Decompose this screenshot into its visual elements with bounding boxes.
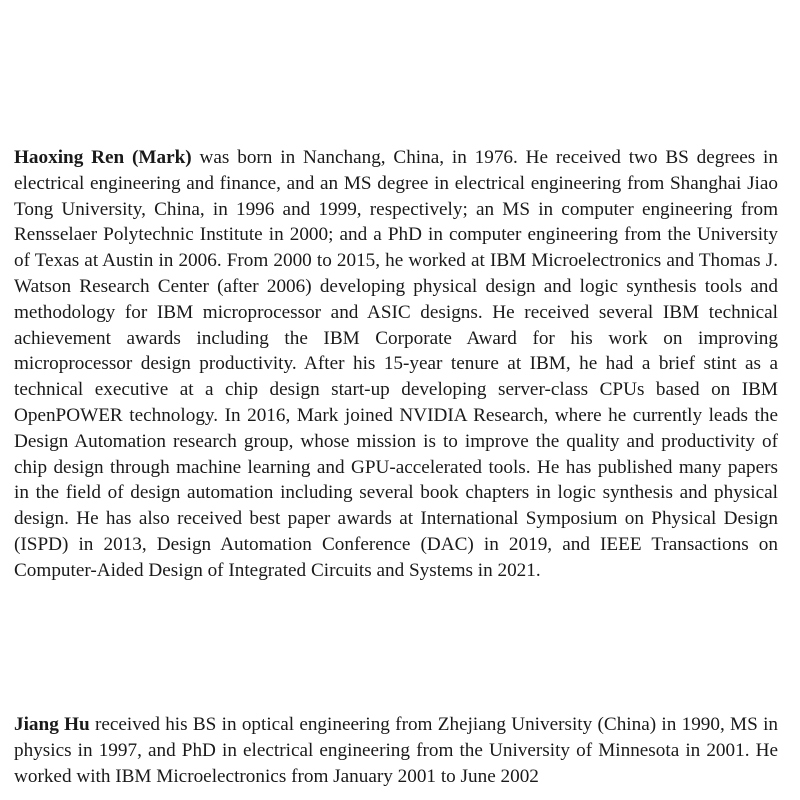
author-bio-text: received his BS in optical engineering from Zhejiang University (China) in 1990, MS in physics in 1997, and PhD in electrical engineering from the University of Minnesota in 2001. He worked with IBM Microelectronics from January 2001 to June 2002 xyxy=(14,714,778,787)
author-bio-jiang-hu xyxy=(14,712,778,789)
author-bio-text: was born in Nanchang, China, in 1976. He received two BS degrees in electrical engineering and finance, and an MS degree in electrical engineering from Shanghai Jiao Tong University, China, in 1996 and 1999, respectively; an MS in computer engineering from Rensselaer Polytechnic Institute in 2000; and a PhD in computer engineering from the University of Texas at Austin in 2006. From 2000 to 2015, he worked at IBM Microelectronics and Thomas J. Watson Research Center (after 2006) developing physical design and logic synthesis tools and methodology for IBM microprocessor and ASIC designs. He received several IBM technical achievement awards including the IBM Corporate Award for his work on improving microprocessor design productivity. After his 15-year tenure at IBM, he had a brief stint as a technical executive at a chip design start-up developing server-class CPUs based on IBM OpenPOWER technology. In 2016, Mark joined NVIDIA Research, where he currently leads the Design Automation research group, whose mission is to improve the quality and productivity of chip design through machine learning and GPU-accelerated tools. He has published many papers in the field of design automation including several book chapters in logic synthesis and physical design. He has also received best paper awards at International Symposium on Physical Design (ISPD) in 2013, Design Automation Conference (DAC) in 2019, and IEEE Transactions on Computer-Aided Design of Integrated Circuits and Systems in 2021. xyxy=(14,147,778,581)
author-name: Jiang Hu xyxy=(14,714,90,735)
author-bio-haoxing-ren xyxy=(14,145,778,584)
author-name: Haoxing Ren (Mark) xyxy=(14,147,192,168)
